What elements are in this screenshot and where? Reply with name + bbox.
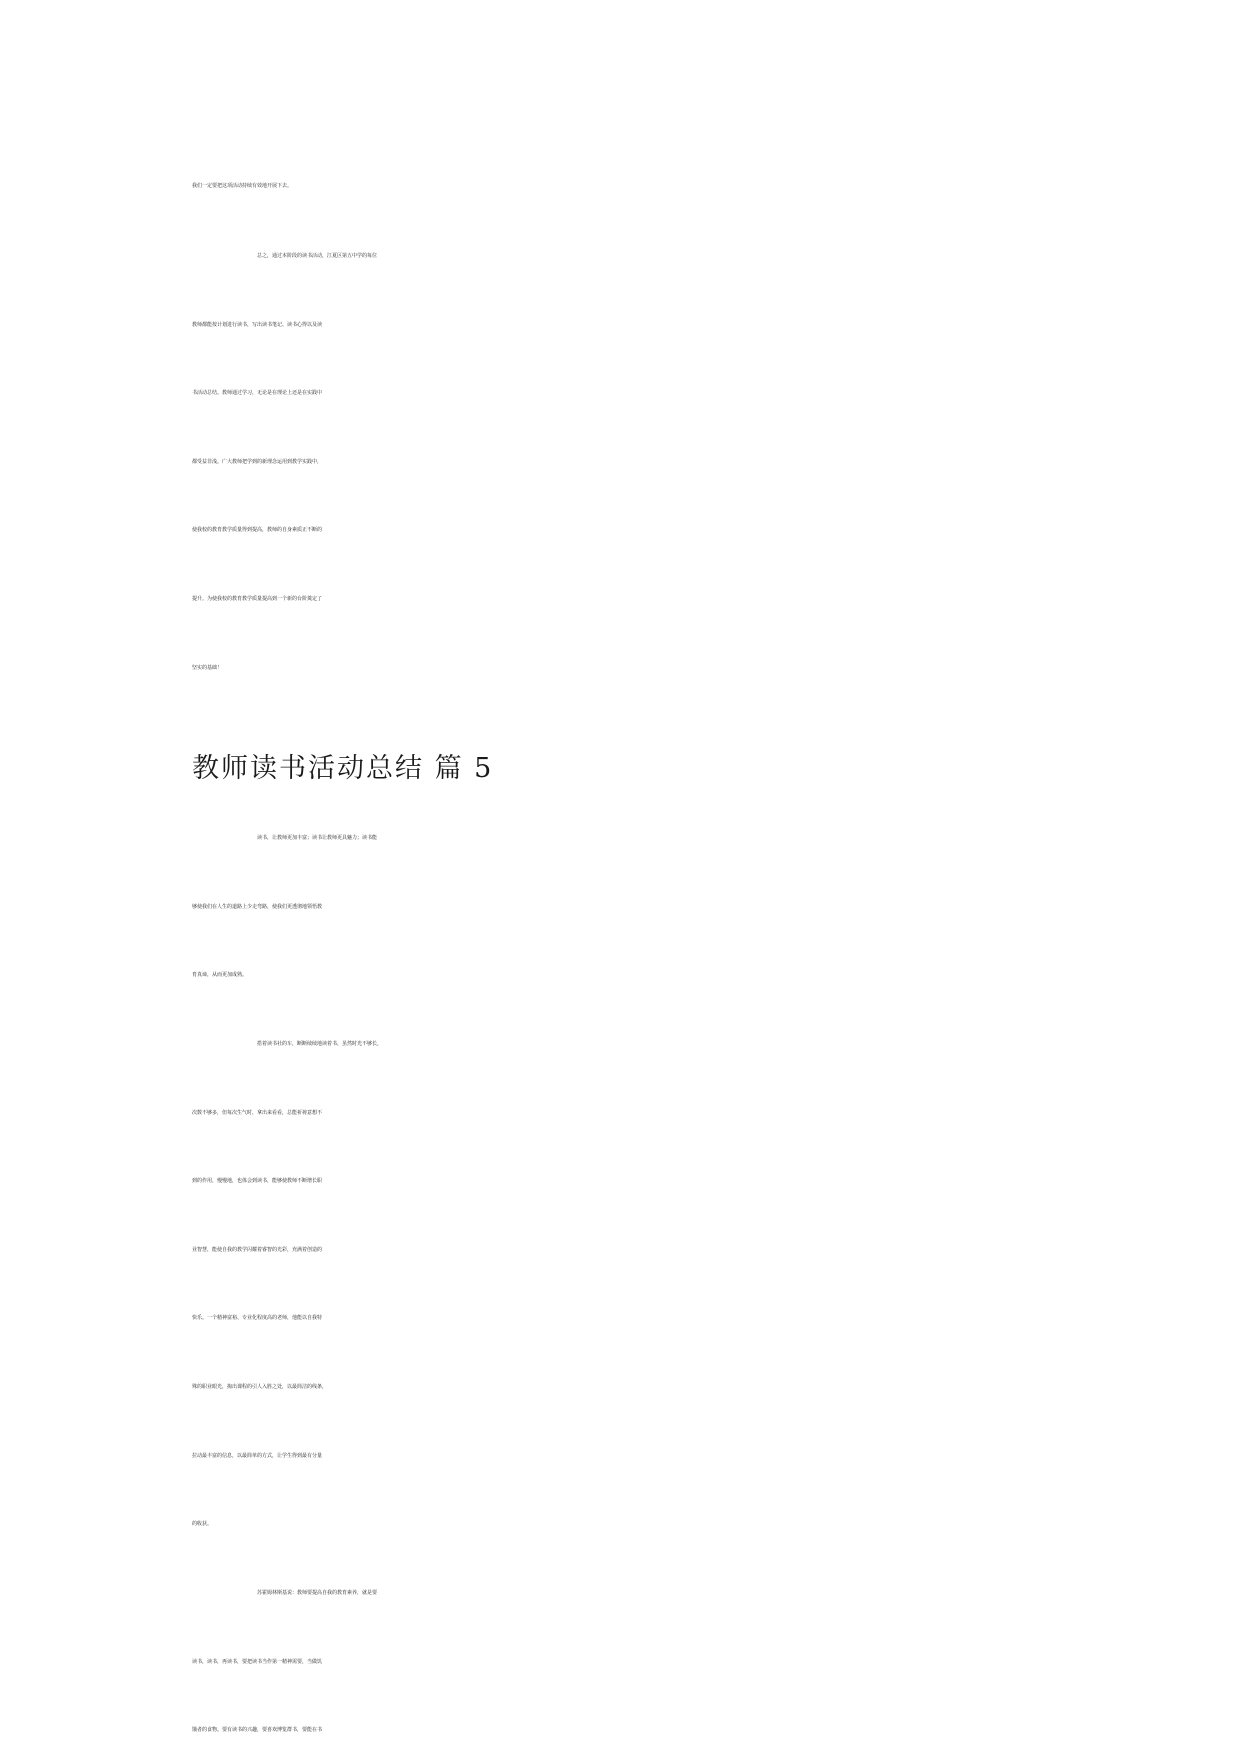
text-line: 够使我们在人生的道路上少走弯路，使我们更透彻地领悟教 bbox=[192, 904, 323, 910]
text-line: 书活动总结。教师通过学习，无论是在理论上还是在实践中 bbox=[192, 390, 323, 396]
text-line: 拉动最丰富的信息，以最简单的方式，让学生得到最有分量 bbox=[192, 1453, 323, 1459]
paragraph-first-line: 总之，通过本阶段的读书活动，江夏区第五中学的每位 bbox=[257, 253, 378, 259]
text-line: 读书，读书，再读书，要把读书当作第一精神需要，当做饥 bbox=[192, 1659, 323, 1665]
paragraph-first-line: 读书，让教师更加丰富；读书让教师更具魅力；读书能 bbox=[257, 835, 378, 841]
paragraph-first-line: 搭着读书社的车，断断续续地读着书，虽然时光不够长， bbox=[257, 1041, 383, 1047]
text-line: 我们一定要把这项活动持续有效地开展下去。 bbox=[192, 183, 293, 189]
text-line: 的收获。 bbox=[192, 1521, 213, 1527]
text-line: 业智慧，能使自我的教学闪耀着睿智的光彩，充满着创造的 bbox=[192, 1247, 323, 1253]
text-line: 快乐。一个精神富裕、专业化程度高的老师，他能以自我特 bbox=[192, 1315, 323, 1321]
text-line: 次数不够多，但每次生气时，拿出来看看，总能祈祷意想不 bbox=[192, 1110, 323, 1116]
text-line: 饿者的食物。要有读书的兴趣，要喜欢博览群书，要能在书 bbox=[192, 1727, 323, 1733]
paragraph-first-line: 苏霍姆林斯基说：教师要提高自我的教育素养，就是要 bbox=[257, 1590, 378, 1596]
text-line: 坚实的基础！ bbox=[192, 665, 223, 671]
text-line: 教师都能按计划进行读书，写出读书笔记、读书心得以及读 bbox=[192, 322, 323, 328]
text-line: 提升。为使我校的教育教学质量提高到一个新的台阶奠定了 bbox=[192, 596, 323, 602]
text-line: 育真谛，从而更加成熟。 bbox=[192, 972, 248, 978]
section-heading: 教师读书活动总结 篇 5 bbox=[192, 753, 494, 784]
text-line: 使我校的教育教学质量得到提高，教师的自身素质正不断的 bbox=[192, 527, 323, 533]
text-line: 都受益非浅。广大教师把学到的新理念运用到教学实践中， bbox=[192, 459, 323, 465]
text-line: 殊的职业眼光，掏出课程的引人入胜之处，以最简洁的线条， bbox=[192, 1384, 328, 1390]
text-line: 到的作用，慢慢地，也体会到读书，能够使教师不断增长职 bbox=[192, 1178, 323, 1184]
